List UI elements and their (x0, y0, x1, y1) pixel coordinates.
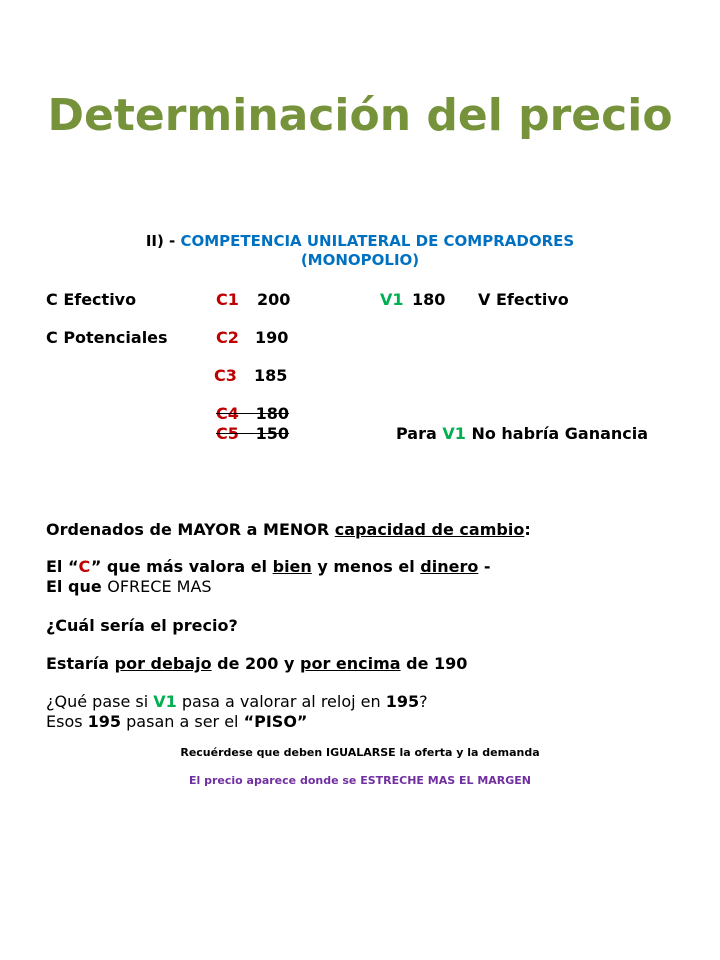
el-c-p4: - (478, 557, 491, 576)
que-pase-p1: ¿Qué pase si (46, 692, 154, 711)
value-c5: 150 (255, 424, 289, 443)
value-v1: 180 (412, 290, 446, 309)
code-c5: C5 (216, 424, 239, 443)
que-pase-p2: pasa a valorar al reloj en (176, 692, 386, 711)
section-heading (0, 232, 720, 250)
page-title: Determinación del precio (47, 90, 673, 141)
el-que-normal: OFRECE MAS (107, 577, 212, 596)
estaria-p1: Estaría (46, 654, 115, 673)
value-c3: 185 (254, 366, 288, 385)
section-prefix: II) - (145, 232, 181, 250)
el-c-p1: El “ (46, 557, 79, 576)
nota-margen: El precio aparece donde se ESTRECHE MAS EL MARGEN (188, 774, 532, 787)
el-c-code: C (78, 557, 91, 576)
label-c-potenciales: C Potenciales (46, 328, 168, 347)
esos-piso: “PISO” (243, 712, 308, 731)
note-pre: Para (396, 424, 443, 443)
code-c2: C2 (216, 328, 239, 347)
el-c-p2: ” que más valora el (90, 557, 273, 576)
note-code-v1: V1 (442, 424, 466, 443)
code-c1: C1 (216, 290, 239, 309)
struck-c4-row (216, 404, 289, 423)
el-que-line (46, 577, 212, 596)
ordenados-line (46, 520, 531, 539)
code-c3: C3 (214, 366, 237, 385)
code-c4: C4 (216, 404, 239, 423)
esos-p2: pasan a ser el (121, 712, 244, 731)
value-c4: 180 (255, 404, 289, 423)
que-pase-line (46, 692, 428, 711)
section-title-line2: (MONOPOLIO) (300, 251, 420, 269)
ordenados-pre: Ordenados de MAYOR a MENOR (46, 520, 335, 539)
que-pase-code: V1 (153, 692, 177, 711)
estaria-line (46, 654, 467, 673)
note-no-ganancia (396, 424, 648, 443)
ordenados-post: : (524, 520, 531, 539)
note-post: No habría Ganancia (465, 424, 649, 443)
estaria-por-debajo: por debajo (114, 654, 212, 673)
pregunta-precio: ¿Cuál sería el precio? (46, 616, 238, 635)
value-c2: 190 (255, 328, 289, 347)
label-c-efectivo: C Efectivo (46, 290, 137, 309)
code-v1: V1 (380, 290, 404, 309)
esos-value: 195 (87, 712, 122, 731)
el-c-dinero: dinero (420, 557, 479, 576)
que-pase-p3: ? (419, 692, 428, 711)
el-que-bold: El que (46, 577, 108, 596)
que-pase-value: 195 (385, 692, 420, 711)
value-c1: 200 (257, 290, 291, 309)
estaria-p2: de 200 y (211, 654, 300, 673)
esos-line (46, 712, 307, 731)
el-c-line (46, 557, 491, 576)
nota-igualarse: Recuérdese que deben IGUALARSE la oferta y la demanda (180, 746, 540, 759)
ordenados-underlined: capacidad de cambio (334, 520, 525, 539)
el-c-bien: bien (272, 557, 312, 576)
struck-c5-row (216, 424, 289, 443)
estaria-por-encima: por encima (300, 654, 401, 673)
el-c-p3: y menos el (311, 557, 421, 576)
section-title-line1: COMPETENCIA UNILATERAL DE COMPRADORES (180, 232, 575, 250)
estaria-p3: de 190 (400, 654, 468, 673)
label-v-efectivo: V Efectivo (478, 290, 569, 309)
esos-p1: Esos (46, 712, 88, 731)
